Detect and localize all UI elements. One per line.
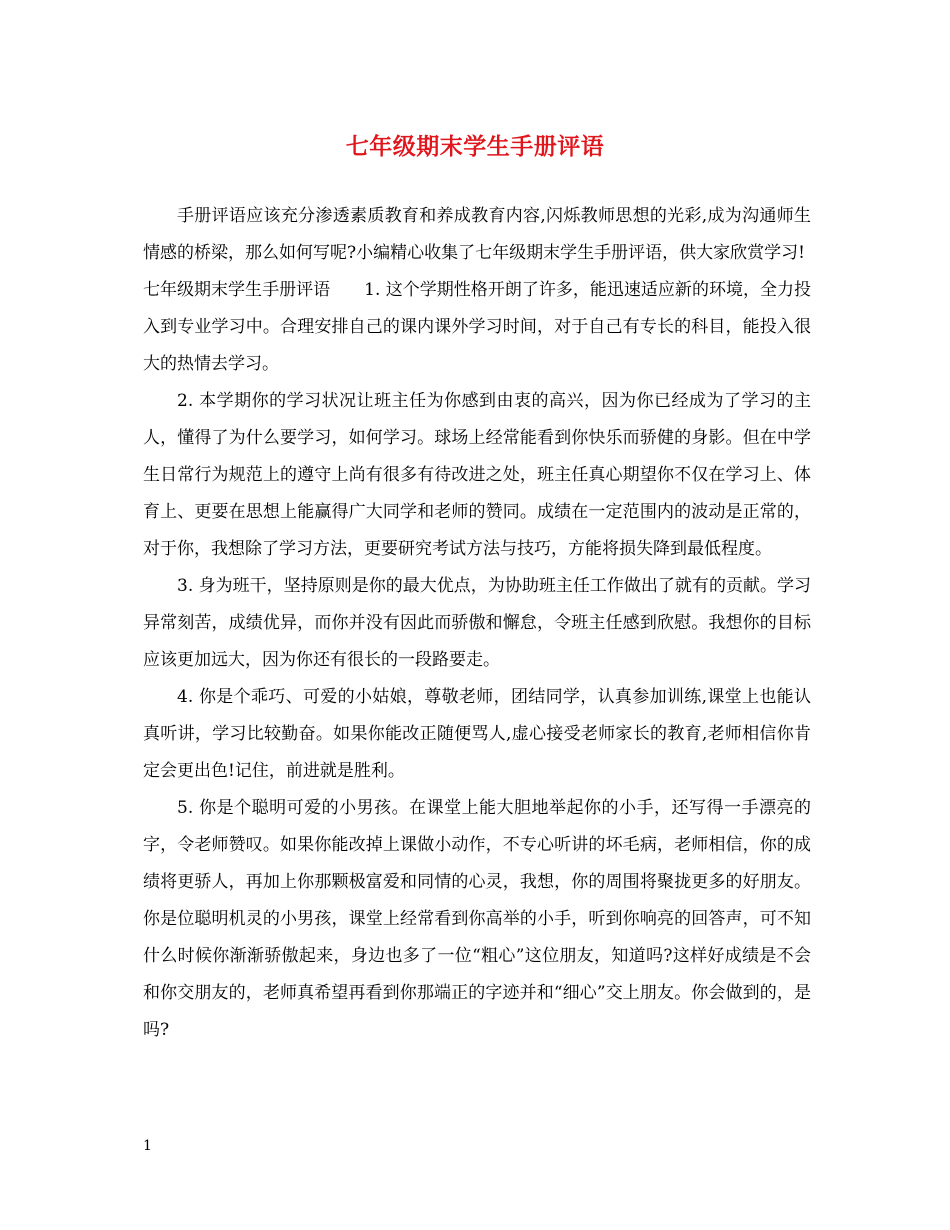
document-title: 七年级期末学生手册评语: [345, 133, 605, 160]
comment-paragraph-2: 2. 本学期你的学习状况让班主任为你感到由衷的高兴，因为你已经成为了学习的主人，懂得了为什么要学习，如何学习。球场上经常能看到你快乐而骄健的身影。但在中学生日常行为规范上的遵守上尚有很多有待改进之处，班主任真心期望你不仅在学习上、体育上、更要在思想上能赢得广大同学和老师的赞同。成绩在一定范围内的波动是正常的，对于你，我想除了学习方法，更要研究考试方法与技巧，方能将损失降到最低程度。: [143, 391, 811, 559]
document-body: [143, 198, 811, 1049]
page-number: 1: [143, 1138, 152, 1154]
comment-paragraph-3: 3. 身为班干，坚持原则是你的最大优点，为协助班主任工作做出了就有的贡献。学习异常刻苦，成绩优异，而你并没有因此而骄傲和懈怠，令班主任感到欣慰。我想你的目标应该更加远大，因为你还有很长的一段路要走。: [143, 576, 811, 670]
intro-paragraph: 手册评语应该充分渗透素质教育和养成教育内容,闪烁教师思想的光彩,成为沟通师生情感的桥梁，那么如何写呢?小编精心收集了七年级期末学生手册评语，供大家欣赏学习!: [143, 206, 811, 263]
comment-paragraph-5: 5. 你是个聪明可爱的小男孩。在课堂上能大胆地举起你的小手，还写得一手漂亮的字，令老师赞叹。如果你能改掉上课做小动作，不专心听讲的坏毛病，老师相信，你的成绩将更骄人，再加上你那颗极富爱和同情的心灵，我想，你的周围将聚拢更多的好朋友。你是位聪明机灵的小男孩，课堂上经常看到你高举的小手，听到你响亮的回答声，可不知什么时候你渐渐骄傲起来，身边也多了一位“粗心”这位朋友，知道吗?这样好成绩是不会和你交朋友的，老师真希望再看到你那端正的字迹并和“细心”交上朋友。你会做到的，是吗?: [143, 798, 811, 1040]
comment-paragraph-4: 4. 你是个乖巧、可爱的小姑娘，尊敬老师，团结同学，认真参加训练,课堂上也能认真听讲，学习比较勤奋。如果你能改正随便骂人,虚心接受老师家长的教育,老师相信你肯定会更出色!记住，前进就是胜利。: [143, 687, 811, 781]
comment-paragraph-1: 七年级期末学生手册评语 1. 这个学期性格开朗了许多，能迅速适应新的环境，全力投入到专业学习中。合理安排自己的课内课外学习时间，对于自己有专长的科目，能投入很大的热情去学习。: [143, 280, 811, 374]
